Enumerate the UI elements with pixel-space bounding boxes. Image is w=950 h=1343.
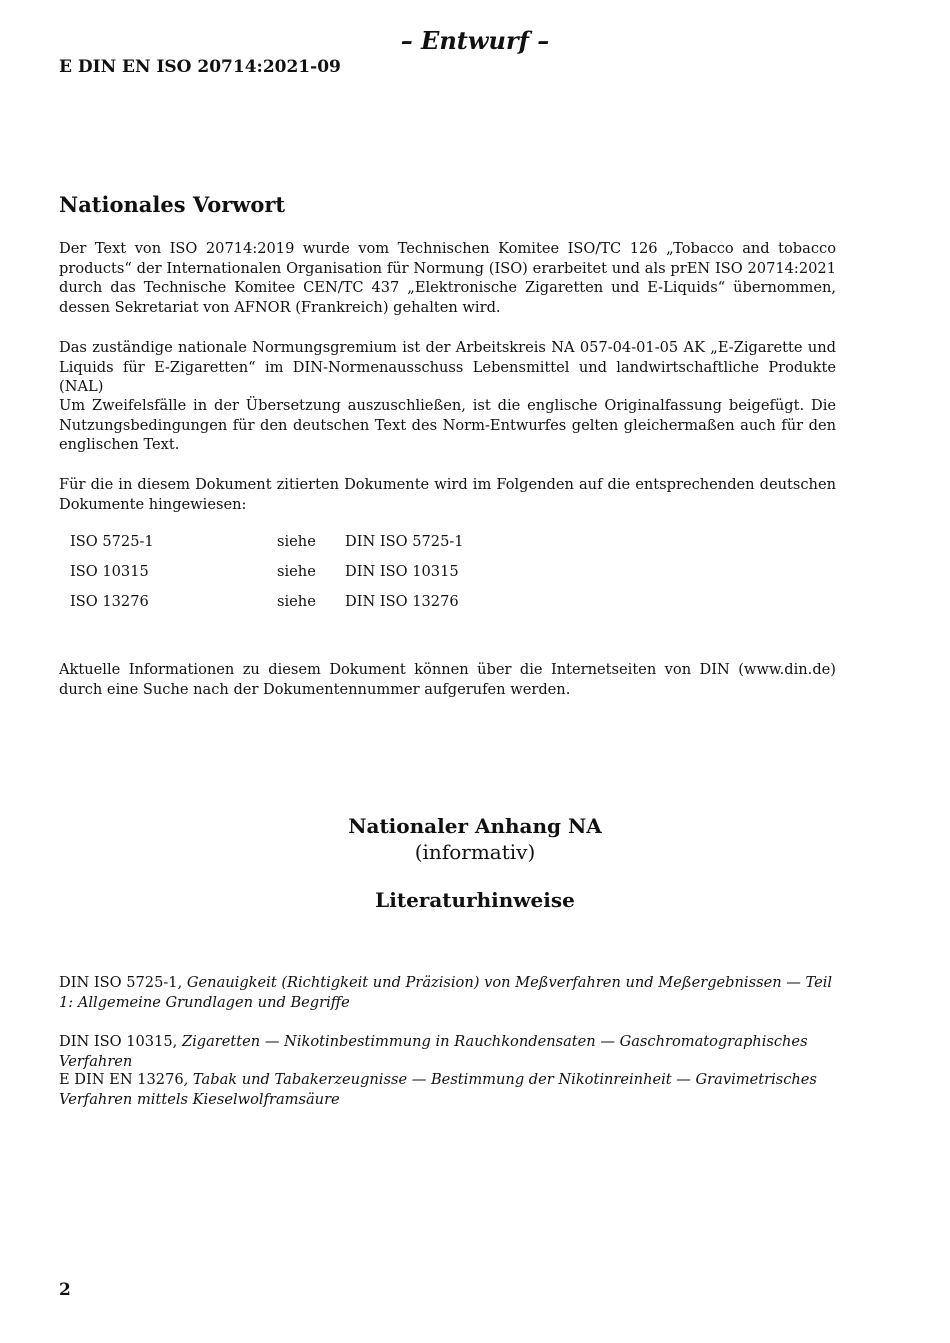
bibliography-entry bbox=[59, 1070, 839, 1110]
annex-title: Nationaler Anhang NA bbox=[348, 814, 602, 838]
bibliography-title-text: Zigaretten — Nikotinbestimmung in Rauchkondensaten — Gaschromatographisches Verfahren bbox=[59, 1033, 808, 1070]
reference-din: DIN ISO 13276 bbox=[345, 593, 459, 610]
closing-paragraph: Aktuelle Informationen zu diesem Dokument können über die Internetseiten von DIN (www.din.de) durch eine Suche nach der Dokumentennummer aufgerufen werden. bbox=[59, 661, 836, 698]
bibliography-entry bbox=[59, 1032, 839, 1072]
reference-din: DIN ISO 10315 bbox=[345, 563, 459, 580]
reference-see: siehe bbox=[277, 563, 316, 580]
bibliography-ref: DIN ISO 5725-1, bbox=[59, 974, 187, 991]
reference-see: siehe bbox=[277, 533, 316, 550]
reference-iso: ISO 5725-1 bbox=[70, 533, 154, 550]
paragraph: Das zuständige nationale Normungsgremium ist der Arbeitskreis NA 057-04-01-05 AK „E-Zigarette und Liquids für E-Zigaretten“ im DIN-Normenausschuss Lebensmittel und landwirtschaftliche Produkte (NAL) bbox=[59, 339, 836, 396]
reference-row bbox=[70, 532, 570, 554]
paragraph: Um Zweifelsfälle in der Übersetzung auszuschließen, ist die englische Originalfassung beigefügt. Die Nutzungsbedingungen für den deutschen Text des Norm-Entwurfes gelten gleichermaßen auch für den englischen Text. bbox=[59, 397, 836, 454]
paragraph: Für die in diesem Dokument zitierten Dokumente wird im Folgenden auf die entsprechenden deutschen Dokumente hingewiesen: bbox=[59, 476, 836, 513]
bibliography-ref: E DIN EN 13276 bbox=[59, 1071, 184, 1088]
bibliography-title: Literaturhinweise bbox=[375, 888, 575, 912]
reference-iso: ISO 10315 bbox=[70, 563, 149, 580]
reference-iso: ISO 13276 bbox=[70, 593, 149, 610]
bibliography-title-text: Genauigkeit (Richtigkeit und Präzision) von Meßverfahren und Meßergebnissen — Teil 1: Allgemeine Grundlagen und Begriffe bbox=[59, 974, 833, 1011]
reference-see: siehe bbox=[277, 593, 316, 610]
draft-label: – Entwurf – bbox=[400, 26, 550, 55]
reference-din: DIN ISO 5725-1 bbox=[345, 533, 464, 550]
document-id: E DIN EN ISO 20714:2021-09 bbox=[59, 57, 341, 77]
bibliography-ref: DIN ISO 10315, bbox=[59, 1033, 182, 1050]
bibliography-entry bbox=[59, 973, 839, 1013]
annex-subtitle: (informativ) bbox=[414, 840, 536, 864]
reference-row bbox=[70, 562, 570, 584]
reference-row bbox=[70, 592, 570, 614]
paragraph: Der Text von ISO 20714:2019 wurde vom Technischen Komitee ISO/TC 126 „Tobacco and tobacco products“ der Internationalen Organisation für Normung (ISO) erarbeitet und als prEN ISO 20714:2021 durch das Technische Komitee CEN/TC 437 „Elektronische Zigaretten und E-Liquids“ übernommen, dessen Sekretariat von AFNOR (Frankreich) gehalten wird. bbox=[59, 240, 836, 316]
page-number: 2 bbox=[59, 1280, 71, 1300]
bibliography-title-text: , Tabak und Tabakerzeugnisse — Bestimmung der Nikotinreinheit — Gravimetrisches Verfahren mittels Kieselwolframsäure bbox=[59, 1071, 817, 1108]
section-title-vorwort: Nationales Vorwort bbox=[59, 192, 286, 217]
